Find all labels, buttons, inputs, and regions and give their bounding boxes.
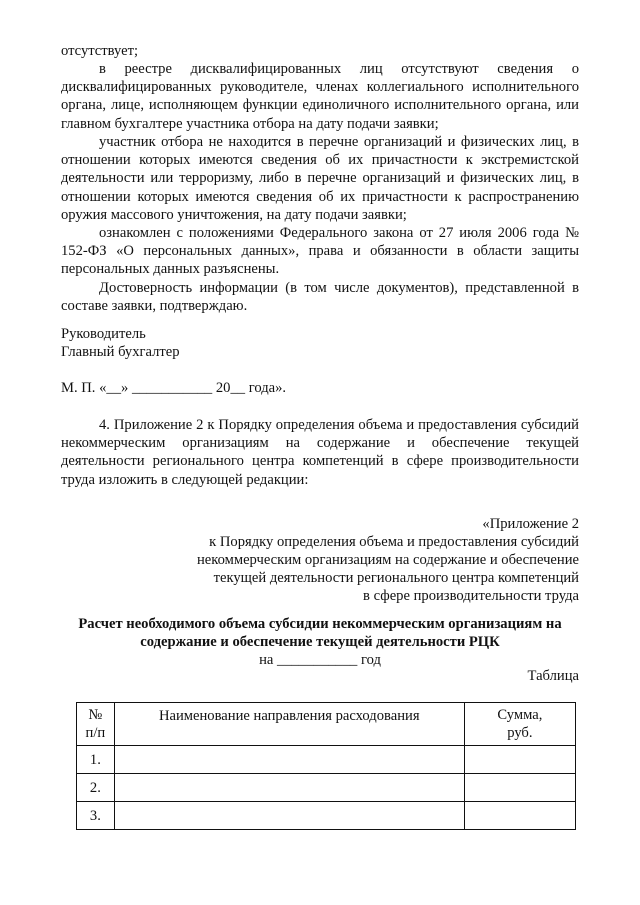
seal-date-line: М. П. «__» ___________ 20__ года».	[61, 380, 287, 396]
paragraph-extremist-list: участник отбора не находится в перечне организаций и физических лиц, в отношении которых имеются сведения об их причастности к экстремистской деятельности или терроризму, либо в перечне организаций и физических лиц, в отношении которых имеются сведения об их причастности к распространению оружия массового уничтожения, на дату подачи заявки;	[61, 134, 579, 223]
row-expense-name	[114, 774, 464, 802]
row-amount	[464, 746, 575, 774]
header-number-text: № п/п	[85, 707, 106, 741]
table-header-row	[77, 703, 576, 746]
appendix-header-line4: текущей деятельности регионального центра компетенций	[213, 570, 579, 586]
paragraph-disqualified: в реестре дисквалифицированных лиц отсутствуют сведения о дисквалифицированных руководителе, членах коллегиального исполнительного органа, лице, исполняющем функции единоличного исполнительного органа, или главном бухгалтере участника отбора на дату подачи заявки;	[61, 61, 579, 132]
appendix-header-line5: в сфере производительности труда	[363, 588, 579, 604]
row-expense-name	[114, 746, 464, 774]
calc-title-line2: содержание и обеспечение текущей деятельности РЦК	[140, 634, 500, 650]
table-row	[77, 774, 576, 802]
appendix-header-line3: некоммерческим организациям на содержание и обеспечение	[196, 552, 579, 568]
row-amount	[464, 774, 575, 802]
header-expense-name	[114, 703, 464, 746]
row-number: 2.	[77, 774, 115, 802]
table-row	[77, 746, 576, 774]
appendix-header-line1: «Приложение 2	[482, 516, 579, 532]
expense-table	[76, 702, 576, 830]
row-amount	[464, 802, 575, 830]
paragraph-absent: отсутствует;	[61, 43, 139, 59]
signature-accountant: Главный бухгалтер	[61, 344, 180, 360]
calc-year-line: на ___________ год	[259, 652, 381, 668]
paragraph-personal-data-consent: ознакомлен с положениями Федерального закона от 27 июля 2006 года № 152-ФЗ «О персональных данных», права и обязанности в области защиты персональных данных разъяснены.	[61, 225, 579, 278]
table-row	[77, 802, 576, 830]
paragraph-item-4: 4. Приложение 2 к Порядку определения объема и предоставления субсидий некоммерческим организациям на содержание и обеспечение текущей деятельности регионального центра компетенций в сфере производительности труда изложить в следующей редакции:	[61, 417, 579, 488]
row-expense-name	[114, 802, 464, 830]
header-amount	[464, 703, 575, 746]
paragraph-reliability: Достоверность информации (в том числе документов), представленной в составе заявки, подтверждаю.	[61, 280, 579, 315]
header-amount-text: Сумма, руб.	[497, 707, 543, 741]
calc-title-line1: Расчет необходимого объема субсидии некоммерческим организациям на	[78, 616, 562, 632]
header-number	[77, 703, 115, 746]
signature-head: Руководитель	[61, 326, 146, 342]
row-number: 3.	[77, 802, 115, 830]
row-number: 1.	[77, 746, 115, 774]
table-label: Таблица	[527, 668, 579, 684]
header-expense-name-text: Наименование направления расходования	[158, 708, 420, 724]
appendix-header-line2: к Порядку определения объема и предоставления субсидий	[209, 534, 579, 550]
